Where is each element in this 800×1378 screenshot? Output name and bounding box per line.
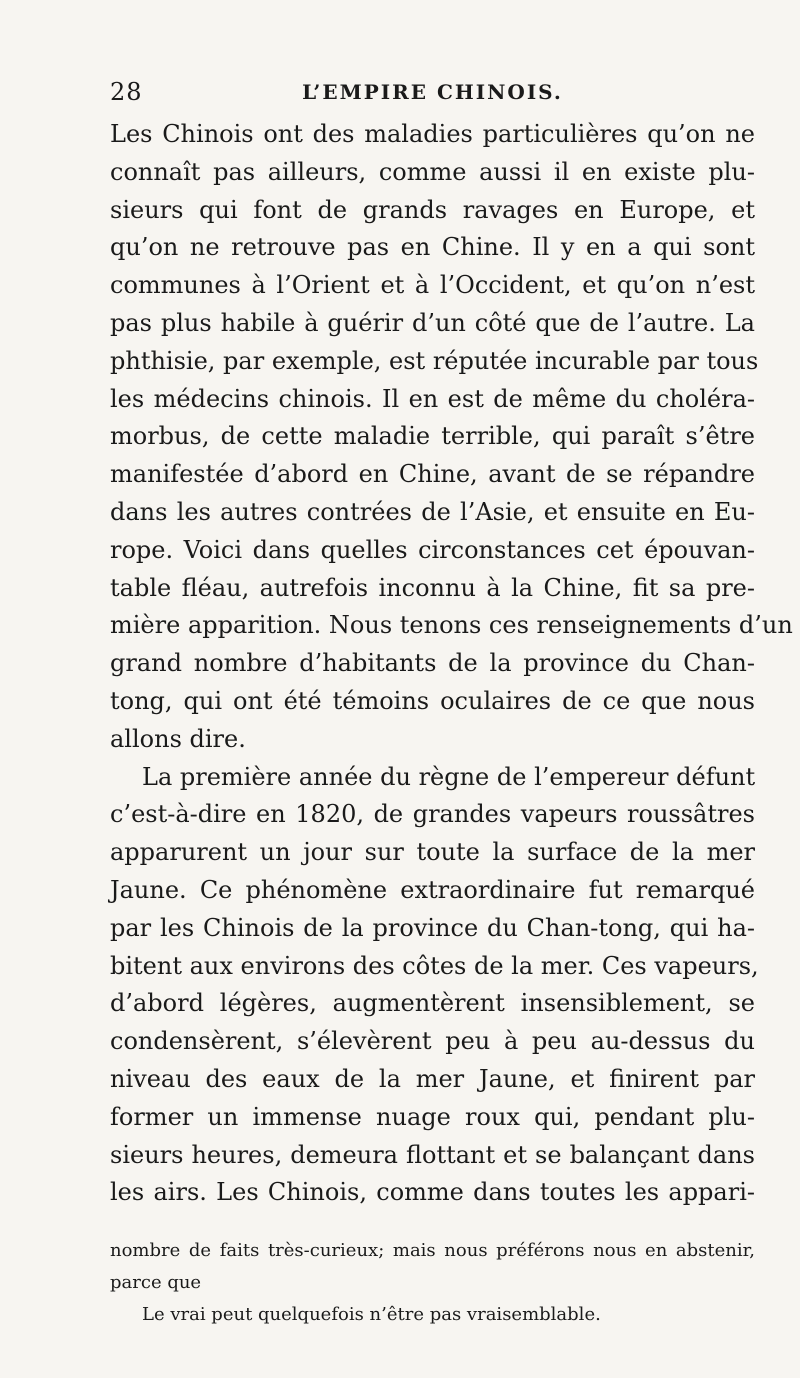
text-line: par les Chinois de la province du Chan-tong, qui ha- [110,913,755,942]
text-line: niveau des eaux de la mer Jaune, et finirent par [110,1064,755,1093]
text-line: table fléau, autrefois inconnu à la Chine, fit sa pre- [110,573,755,602]
page-number: 28 [110,78,143,106]
text-line: les airs. Les Chinois, comme dans toutes les appari- [110,1178,755,1207]
running-head [110,78,755,108]
text-line: apparurent un jour sur toute la surface de la mer [110,838,755,867]
text-line: manifestée d’abord en Chine, avant de se répandre [110,460,755,489]
text-line: sieurs qui font de grands ravages en Europe, et [110,195,755,224]
text-line: condensèrent, s’élevèrent peu à peu au-dessus du [110,1027,755,1056]
paragraph-end-line: allons dire. [110,724,246,753]
text-line: grand nombre d’habitants de la province du Chan- [110,649,755,678]
text-line: bitent aux environs des côtes de la mer. Ces vapeurs, [110,951,759,980]
text-line: d’abord légères, augmentèrent insensiblement, se [110,989,755,1018]
text-line: pas plus habile à guérir d’un côté que de l’autre. La [110,308,755,337]
text-line: c’est-à-dire en 1820, de grandes vapeurs roussâtres [110,800,755,829]
text-line: les médecins chinois. Il en est de même du choléra- [110,384,755,413]
text-line: connaît pas ailleurs, comme aussi il en existe plu- [110,157,755,186]
text-line: former un immense nuage roux qui, pendant plu- [110,1102,755,1131]
text-line: dans les autres contrées de l’Asie, et ensuite en Eu- [110,497,755,526]
text-line: Jaune. Ce phénomène extraordinaire fut remarqué [110,875,755,904]
footnote-quote-line: Le vrai peut quelquefois n’être pas vraisemblable. [142,1304,601,1325]
text-line: Les Chinois ont des maladies particulières qu’on ne [110,120,755,148]
paragraph-start-line: La première année du règne de l’empereur défunt [142,762,756,791]
footnote [110,1235,755,1331]
main-text [110,116,793,1212]
footnote-line: parce que [110,1272,202,1293]
text-line: phthisie, par exemple, est réputée incurable par tous [110,346,759,375]
text-line: morbus, de cette maladie terrible, qui paraît s’être [110,422,755,451]
text-line: qu’on ne retrouve pas en Chine. Il y en a qui sont [110,233,755,262]
text-line: tong, qui ont été témoins oculaires de ce que nous [110,686,755,715]
text-line: mière apparition. Nous tenons ces renseignements d’un [110,611,793,640]
running-title: L’EMPIRE CHINOIS. [302,80,563,104]
text-line: sieurs heures, demeura flottant et se balançant dans [110,1140,755,1169]
footnote-line: nombre de faits très-curieux; mais nous préférons nous en abstenir, [110,1240,755,1261]
text-line: rope. Voici dans quelles circonstances cet épouvan- [110,535,755,564]
text-line: communes à l’Orient et à l’Occident, et qu’on n’est [110,271,755,300]
